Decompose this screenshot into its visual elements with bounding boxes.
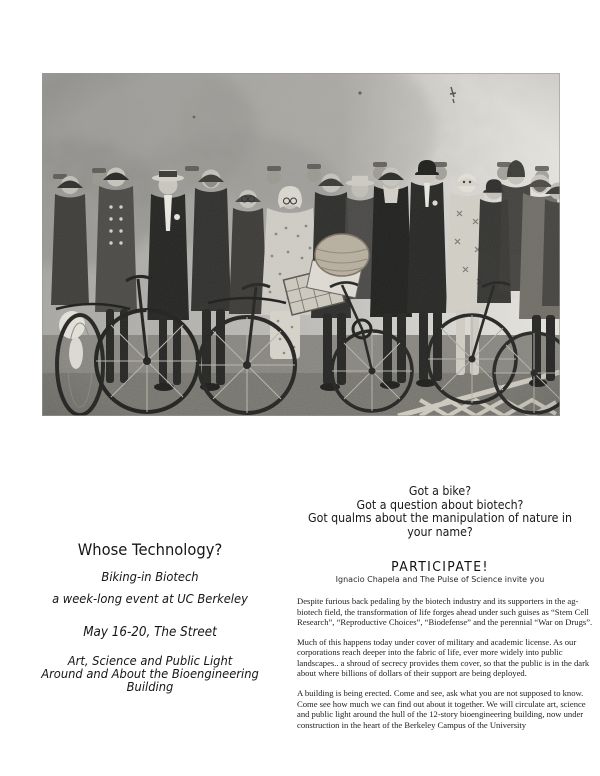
paragraph-1: Despite furious back pedaling by the biotech industry and its supporters in the ag-biotech field, the transformation of life forges ahead under such guises as “Stem Cell Research”, “Reproductive Choices”, “Biodefense” and the perennial “War on Drugs”. [297,596,593,628]
question-line: Got a bike? [408,484,472,498]
event-tagline-line-1: Art, Science and Public Light [67,653,233,668]
historic-cyclists-photo [42,73,560,416]
body-copy [297,596,594,739]
paragraph-3: A building is being erected. Come and see, ask what you are not supposed to know. Come see how much we can find out about it together. We will circulate art, science and public light around the hull of the 12-story bioengineering building, now under construction in the heart of the Berkeley Campus of the University [297,687,586,730]
event-tagline-line-2: Around and About the Bioengineering Building [41,666,259,694]
event-subtitle-1: Biking-in Biotech [101,569,199,584]
vignette [42,73,560,416]
participate-subtitle: Ignacio Chapela and The Pulse of Science invite you [335,575,545,584]
question-line: your name? [407,524,473,539]
event-title: Whose Technology? [77,540,223,559]
event-tagline [18,654,283,693]
historic-cyclists-photo-art [42,73,560,416]
question-line: Got a question about biotech? [356,497,524,512]
questions-block [300,485,580,539]
paragraph-2: Much of this happens today under cover of military and academic license. As our corporations reach deeper into the fabric of life, ever more widely into public landscapes.. a shroud of secrecy provides them cover, so that the public is in the dark about where billions of dollars of their support are being deployed. [297,636,590,679]
event-subtitle-2: a week-long event at UC Berkeley [52,591,248,606]
event-date-location: May 16-20, The Street [83,625,217,640]
question-line: Got qualms about the manipulation of nature in [308,511,572,525]
participate-title: PARTICIPATE! [391,559,489,575]
